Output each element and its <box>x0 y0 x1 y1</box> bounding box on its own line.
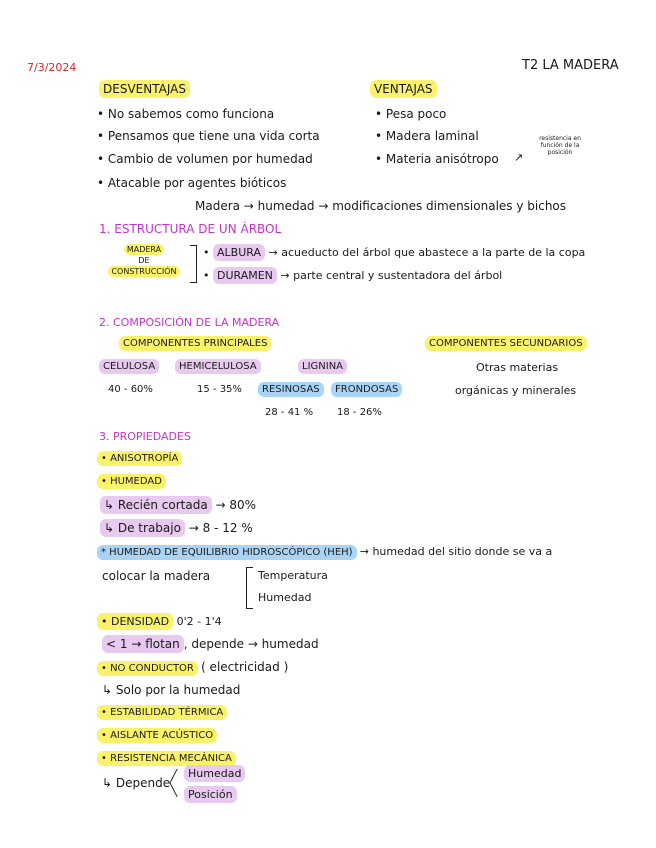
branch-up-icon: ╱ <box>170 769 178 783</box>
desventajas-heading: DESVENTAJAS <box>99 83 190 95</box>
densidad: • DENSIDAD 0'2 - 1'4 <box>97 616 222 627</box>
albura-line: • ALBURA → acueducto del árbol que abastece a la parte de la copa <box>203 246 586 259</box>
hemicelulosa: HEMICELULOSA <box>175 362 261 372</box>
madera-line: Madera → humedad → modificaciones dimensionales y bichos <box>195 199 567 213</box>
heh-line-2: colocar la madera <box>102 569 211 583</box>
organicas-minerales: orgánicas y minerales <box>455 384 577 397</box>
frondosas-pct: 18 - 26% <box>337 407 382 418</box>
ventaja-item: • Pesa poco <box>375 107 447 121</box>
ventaja-item: • Madera laminal <box>375 129 479 143</box>
ventaja-note: resistencia en función de la posición <box>539 135 581 157</box>
date: 7/3/2024 <box>27 61 77 74</box>
flotan-line: < 1 → flotan , depende → humedad <box>102 638 319 650</box>
arrow-icon: ↗ <box>514 151 524 164</box>
solo-humedad: ↳ Solo por la humedad <box>102 683 241 697</box>
temperatura: Temperatura <box>258 569 328 582</box>
anisotropia: • ANISOTROPÍA <box>97 454 182 464</box>
desventaja-item: • Cambio de volumen por humedad <box>97 152 313 166</box>
resinosas-pct: 28 - 41 % <box>265 407 314 418</box>
otras-materias: Otras materias <box>476 361 559 374</box>
componentes-principales: COMPONENTES PRINCIPALES <box>119 339 271 349</box>
res-posicion: Posición <box>184 789 237 800</box>
componentes-secundarios: COMPONENTES SECUNDARIOS <box>425 339 587 349</box>
ventajas-heading: VENTAJAS <box>370 83 437 95</box>
desventaja-item: • No sabemos como funciona <box>97 107 275 121</box>
desventaja-item: • Atacable por agentes bióticos <box>97 176 287 190</box>
hemicelulosa-pct: 15 - 35% <box>197 384 242 395</box>
heh-line: * HUMEDAD DE EQUILIBRIO HIDROSCÓPICO (HEH) → humedad del sitio donde se va a <box>97 546 552 558</box>
section2-title: 2. COMPOSICIÓN DE LA MADERA <box>99 316 280 329</box>
desventaja-item: • Pensamos que tiene una vida corta <box>97 129 320 143</box>
bracket <box>190 245 197 283</box>
resistencia-mecanica: • RESISTENCIA MECÁNICA <box>97 754 236 764</box>
lignina: LIGNINA <box>298 362 347 372</box>
celulosa: CELULOSA <box>99 362 159 372</box>
resinosas: RESINOSAS <box>258 385 324 395</box>
de-trabajo: ↳ De trabajo → 8 - 12 % <box>100 522 253 534</box>
madera-construccion-label: MADERA DE CONSTRUCCIÓN <box>99 245 189 277</box>
duramen-line: • DURAMEN → parte central y sustentadora del árbol <box>203 269 503 282</box>
recien-cortada: ↳ Recién cortada → 80% <box>100 499 256 511</box>
aislante-acustico: • AISLANTE ACÚSTICO <box>97 731 217 741</box>
section1-title: 1. ESTRUCTURA DE UN ÁRBOL <box>99 222 282 236</box>
celulosa-pct: 40 - 60% <box>108 384 153 395</box>
humedad-heading: • HUMEDAD <box>97 477 166 487</box>
section3-title: 3. PROPIEDADES <box>99 430 191 443</box>
estabilidad-termica: • ESTABILIDAD TÉRMICA <box>97 708 227 718</box>
humedad-factor: Humedad <box>258 591 312 604</box>
branch-down-icon: ╲ <box>170 783 178 797</box>
page-title: T2 LA MADERA <box>522 58 619 73</box>
depende: ↳ Depende <box>102 776 171 790</box>
no-conductor: • NO CONDUCTOR ( electricidad ) <box>97 661 288 674</box>
bracket <box>246 567 253 609</box>
frondosas: FRONDOSAS <box>331 385 402 395</box>
ventaja-item: • Materia anisótropo <box>375 152 499 166</box>
res-humedad: Humedad <box>184 768 245 779</box>
